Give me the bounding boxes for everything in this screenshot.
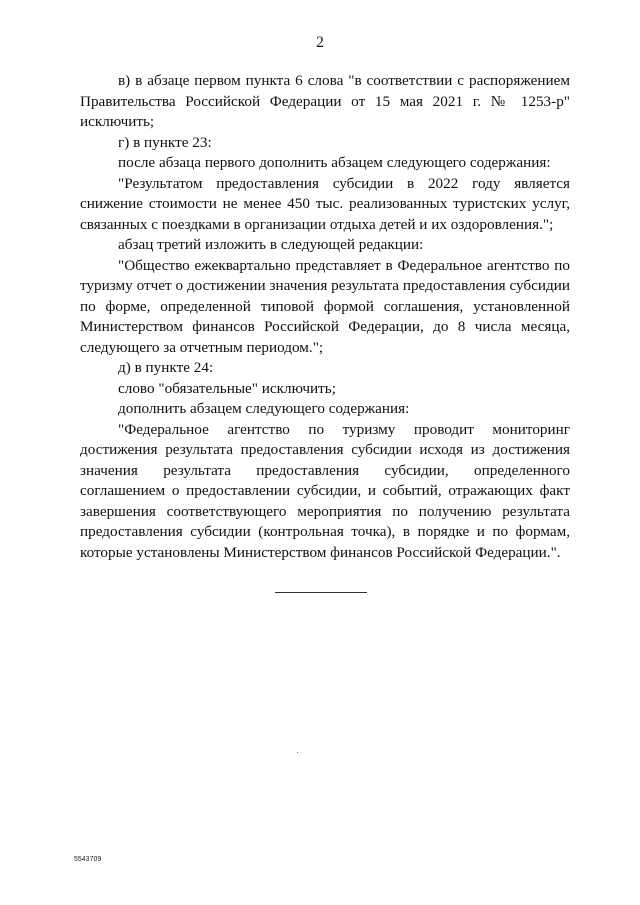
scan-dot (297, 752, 298, 753)
paragraph-d-add: дополнить абзацем следующего содержания: (118, 400, 410, 417)
page-number: 2 (316, 34, 324, 51)
paragraph-g-report: "Общество ежеквартально представляет в Федеральное агентство по туризму отчет о достижении значения результата предоставления субсидии по форме, определенной типовой формой соглашения, установленной Министерством финансов Российской Федерации, до 8 числа месяца, следующего за отчетным периодом."; (80, 256, 570, 356)
paragraph-d: д) в пункте 24: (118, 359, 214, 376)
document-body (80, 71, 570, 563)
document-code: 5543709 (74, 856, 102, 863)
paragraph-g-third: абзац третий изложить в следующей редакции: (118, 236, 424, 253)
paragraph-d-monitoring: "Федеральное агентство по туризму проводит мониторинг достижения результата предоставления субсидии исходя из достижения значения результата предоставления субсидии, определенного соглашением о предоставлении субсидии, и событий, отражающих факт завершения соответствующего мероприятия по получению результата предоставления субсидии (контрольная точка), в порядке и по формам, которые установлены Министерством финансов Российской Федерации.". (80, 420, 570, 561)
paragraph-g-add: после абзаца первого дополнить абзацем следующего содержания: (118, 154, 551, 171)
paragraph-g-result: "Результатом предоставления субсидии в 2022 году является снижение стоимости не менее 450 тыс. реализованных туристских услуг, связанных с поездками в организации отдыха детей и их оздоровления."; (80, 174, 570, 233)
paragraph-v: в) в абзаце первом пункта 6 слова "в соответствии с распоряжением Правительства Российской Федерации от 15 мая 2021 г. № 1253-р" исключить; (80, 72, 570, 130)
paragraph-d-word: слово "обязательные" исключить; (118, 379, 336, 397)
end-divider (275, 592, 367, 593)
paragraph-g: г) в пункте 23: (118, 133, 212, 151)
